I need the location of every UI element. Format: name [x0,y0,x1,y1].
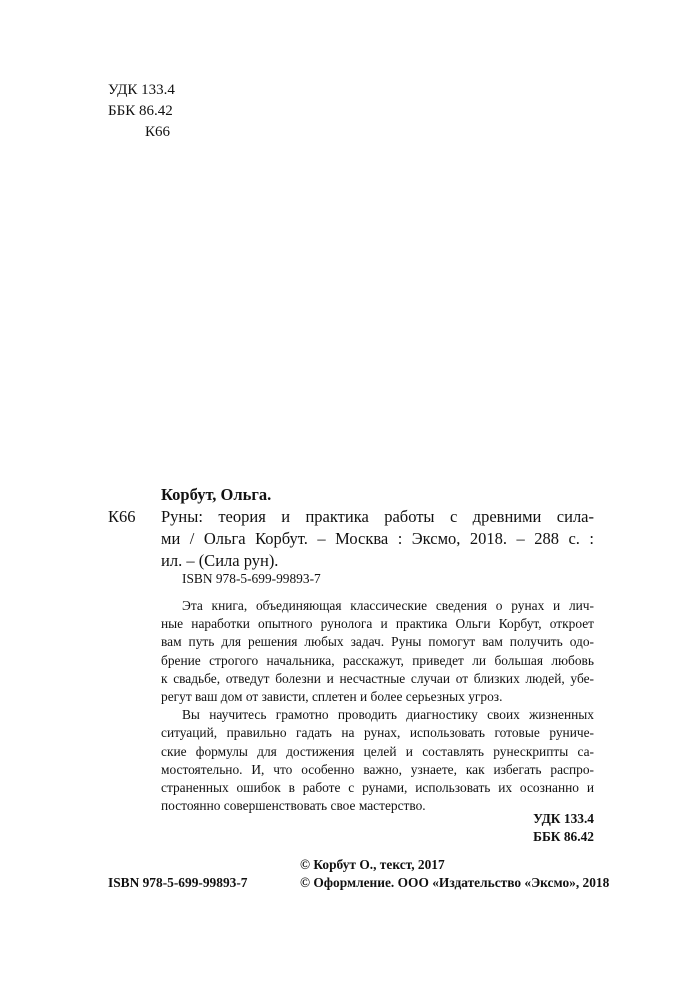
annotation-line: ситуаций, правильно гадать на рунах, использовать готовые руниче- [161,725,594,741]
annotation-line: ские формулы для достижения целей и составлять рунескрипты са- [161,743,594,759]
udk-code: УДК 133.4 [108,82,175,98]
author-mark-top: К66 [145,124,171,140]
biblio-description [161,506,594,572]
copyright-text: © Корбут О., текст, 2017 [300,857,445,872]
annotation-line: постоянно совершенствовать свое мастерство. [161,798,426,814]
annotation-line: Вы научитесь грамотно проводить диагностику своих жизненных [182,707,594,723]
annotation-paragraph [161,597,594,706]
annotation-line: Эта книга, объединяющая классические сведения о рунах и лич- [182,598,594,613]
footer-isbn: ISBN 978-5-699-99893-7 [108,875,248,890]
udk-code-bottom: УДК 133.4 [533,811,594,826]
biblio-line: ил. – (Сила рун). [161,551,279,570]
annotation-line: регут ваш дом от зависти, сплетен и более серьезных угроз. [161,689,503,705]
annotation-line: ные наработки опытного рунолога и практика Ольги Корбут, откроет [161,616,594,632]
copyright-design: © Оформление. ООО «Издательство «Эксмо», 2018 [300,875,610,890]
biblio-line: Руны: теория и практика работы с древними сила- [161,507,594,526]
bbk-code-bottom: ББК 86.42 [533,829,594,844]
annotation-line: вам путь для решения любых задач. Руны помогут вам получить одо- [161,634,594,650]
bbk-code: ББК 86.42 [108,103,173,119]
annotation-line: страненных ошибок в работе с рунами, использовать их осознанно и [161,780,594,796]
annotation [161,597,594,815]
biblio-isbn: ISBN 978-5-699-99893-7 [182,571,321,586]
annotation-line: брение строгого начальника, расскажут, приведет ли большая любовь [161,652,594,668]
author-mark: К66 [108,507,136,526]
annotation-line: к свадьбе, отведут болезни и несчастные случаи от близких людей, убе- [161,670,594,686]
annotation-line: мостоятельно. И, что особенно важно, узнаете, как избегать распро- [161,761,594,777]
annotation-paragraph [161,706,594,815]
author-heading: Корбут, Ольга. [161,485,272,504]
biblio-line: ми / Ольга Корбут. – Москва : Эксмо, 2018. – 288 с. : [161,529,594,548]
